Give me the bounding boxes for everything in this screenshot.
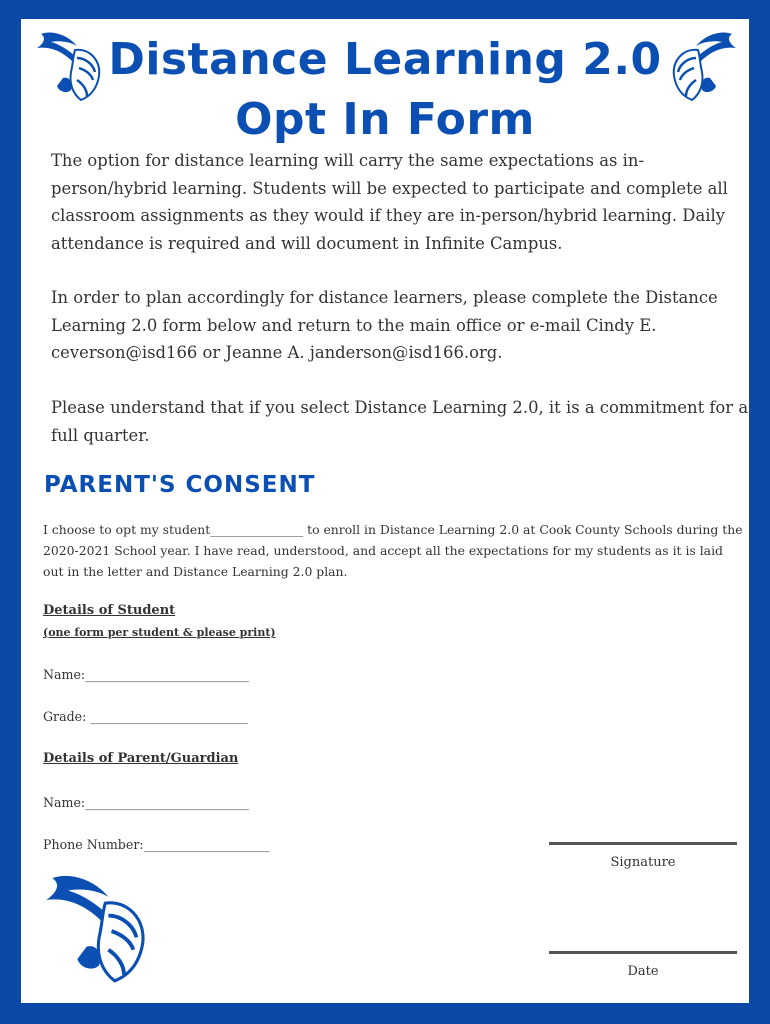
form-subtitle: Opt In Form	[235, 94, 535, 145]
parent-consent-heading: PARENT'S CONSENT	[44, 472, 316, 498]
signature-label: Signature	[610, 855, 676, 870]
intro-paragraph-expectations: The option for distance learning will carry the same expectations as in-person/hybrid learning. Students will be expected to participate and complete all classroom assignments as they would if they are in-person/hybrid learning. Daily attendance is required and will document in Infinite Campus.	[51, 151, 728, 253]
parent-details-heading: Details of Parent/Guardian	[43, 751, 239, 766]
parent-phone-field[interactable]: Phone Number:____________________	[43, 837, 270, 852]
signature-line[interactable]	[549, 842, 737, 845]
student-name-field[interactable]: Name:__________________________	[43, 667, 249, 682]
date-line[interactable]	[549, 951, 737, 954]
viking-head-icon	[40, 866, 152, 990]
form-title: Distance Learning 2.0	[108, 34, 662, 85]
date-label: Date	[627, 964, 659, 979]
intro-paragraph-instructions: In order to plan accordingly for distance learners, please complete the Distance Learning 2.0 form below and return to the main office or e-mail Cindy E. ceverson@isd166 or Jeanne A. janderson@isd166.org.	[51, 288, 718, 362]
student-details-note: (one form per student & please print)	[43, 626, 276, 639]
intro-paragraph-commitment: Please understand that if you select Distance Learning 2.0, it is a commitment for a full quarter.	[51, 398, 749, 445]
parent-name-field[interactable]: Name:__________________________	[43, 795, 249, 810]
student-details-heading: Details of Student	[43, 603, 176, 618]
student-grade-field[interactable]: Grade: _________________________	[43, 709, 248, 724]
consent-statement: I choose to opt my student_______________ to enroll in Distance Learning 2.0 at Cook County Schools during the 2020-2021 School year. I have read, understood, and accept all the expectations for my students as it is laid out in the letter and Distance Learning 2.0 plan.	[43, 522, 743, 579]
